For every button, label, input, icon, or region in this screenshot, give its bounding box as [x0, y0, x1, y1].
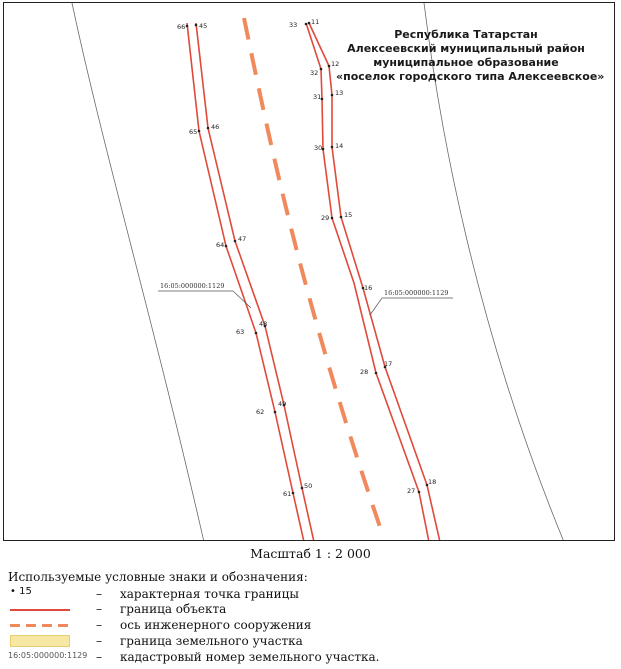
map-frame: [3, 2, 615, 541]
boundary-point: [195, 24, 198, 27]
point-label: 12: [331, 60, 340, 68]
boundary-point: [207, 127, 210, 130]
road-edge-left: [72, 3, 204, 541]
boundary-point: [328, 65, 331, 68]
legend-item-parcel: [8, 634, 608, 648]
boundary-point: [234, 240, 237, 243]
boundary-point: [375, 372, 378, 375]
boundary-point: [186, 25, 189, 28]
boundary-point: [320, 68, 323, 71]
point-label: 47: [238, 235, 247, 243]
left-inner-points: [195, 22, 313, 490]
legend-symbol-cadastral: 16:05:000000:1129: [8, 651, 88, 660]
legend-title: Используемые условные знаки и обозначения:: [8, 570, 308, 584]
point-label: 29: [321, 214, 330, 222]
point-label: 64: [216, 241, 225, 249]
point-label: 16: [364, 284, 373, 292]
legend-text-cadastral: кадастровый номер земельного участка.: [120, 650, 380, 664]
cadastral-leader: [370, 298, 382, 315]
point-label: 46: [211, 123, 220, 131]
point-label: 33: [289, 21, 298, 29]
title-settlement: «поселок городского типа Алексеевское»: [336, 70, 605, 83]
cadastral-label-right: [370, 289, 453, 315]
point-label: 27: [407, 487, 416, 495]
boundary-point: [331, 146, 334, 149]
legend-dash: –: [96, 634, 102, 648]
legend-item-boundary: [8, 602, 608, 616]
boundary-point: [418, 491, 421, 494]
point-label: 15: [344, 211, 353, 219]
boundary-point: [305, 23, 308, 26]
legend-dash: –: [96, 602, 102, 616]
point-label: 66: [177, 23, 186, 31]
boundary-point: [292, 492, 295, 495]
cadastral-label-left: [158, 282, 251, 308]
legend-symbol-boundary-line: [8, 602, 80, 616]
boundary-point: [198, 130, 201, 133]
legend-item-cadastral: [8, 650, 608, 664]
legend-text-axis: ось инженерного сооружения: [120, 618, 312, 632]
title-block: [336, 28, 605, 84]
cadastral-number-left: 16:05:000000:1129: [160, 282, 225, 290]
right-inner-points: [289, 21, 420, 495]
boundary-point: [340, 216, 343, 219]
legend-dash: –: [96, 650, 102, 664]
right-strip-inner-boundary: [306, 23, 429, 541]
legend-text-boundary: граница объекта: [120, 602, 227, 616]
boundary-point: [274, 411, 277, 414]
boundary-point: [331, 94, 334, 97]
point-label: 14: [335, 142, 344, 150]
scale-label: Масштаб 1 : 2 000: [250, 546, 371, 561]
right-outer-points: [308, 18, 437, 486]
boundary-point: [331, 217, 334, 220]
point-label: 32: [310, 69, 319, 77]
point-label: 28: [360, 368, 369, 376]
boundary-point: [301, 487, 304, 490]
legend-symbol-axis-line: [8, 618, 80, 632]
point-label: 45: [199, 22, 208, 30]
legend-text-parcel: граница земельного участка: [120, 634, 303, 648]
legend-symbol-point: • 15: [10, 586, 32, 597]
point-label: 50: [304, 482, 313, 490]
point-label: 65: [189, 128, 198, 136]
legend-dash: –: [96, 618, 102, 632]
right-strip-outer-boundary: [309, 23, 440, 541]
title-municipality: муниципальное образование: [373, 56, 559, 69]
point-label: 18: [428, 478, 437, 486]
title-district: Алексеевский муниципальный район: [347, 42, 585, 55]
point-label: 30: [314, 144, 323, 152]
legend-symbol-parcel-fill: [8, 634, 80, 648]
boundary-point: [308, 22, 311, 25]
point-label: 49: [278, 400, 287, 408]
point-label: 31: [313, 93, 322, 101]
point-label: 11: [311, 18, 320, 26]
point-label: 13: [335, 89, 344, 97]
legend-dash: –: [96, 587, 102, 601]
point-label: 62: [256, 408, 265, 416]
point-label: 63: [236, 328, 245, 336]
cadastral-number-right: 16:05:000000:1129: [384, 289, 449, 297]
boundary-point: [255, 332, 258, 335]
point-label: 61: [283, 490, 292, 498]
legend-text-point: характерная точка границы: [120, 587, 299, 601]
point-label: 48: [259, 320, 268, 328]
legend-item-axis: [8, 618, 608, 632]
title-region: Республика Татарстан: [394, 28, 538, 41]
boundary-point: [225, 245, 228, 248]
point-label: 17: [384, 360, 393, 368]
legend-item-point: [8, 587, 608, 601]
